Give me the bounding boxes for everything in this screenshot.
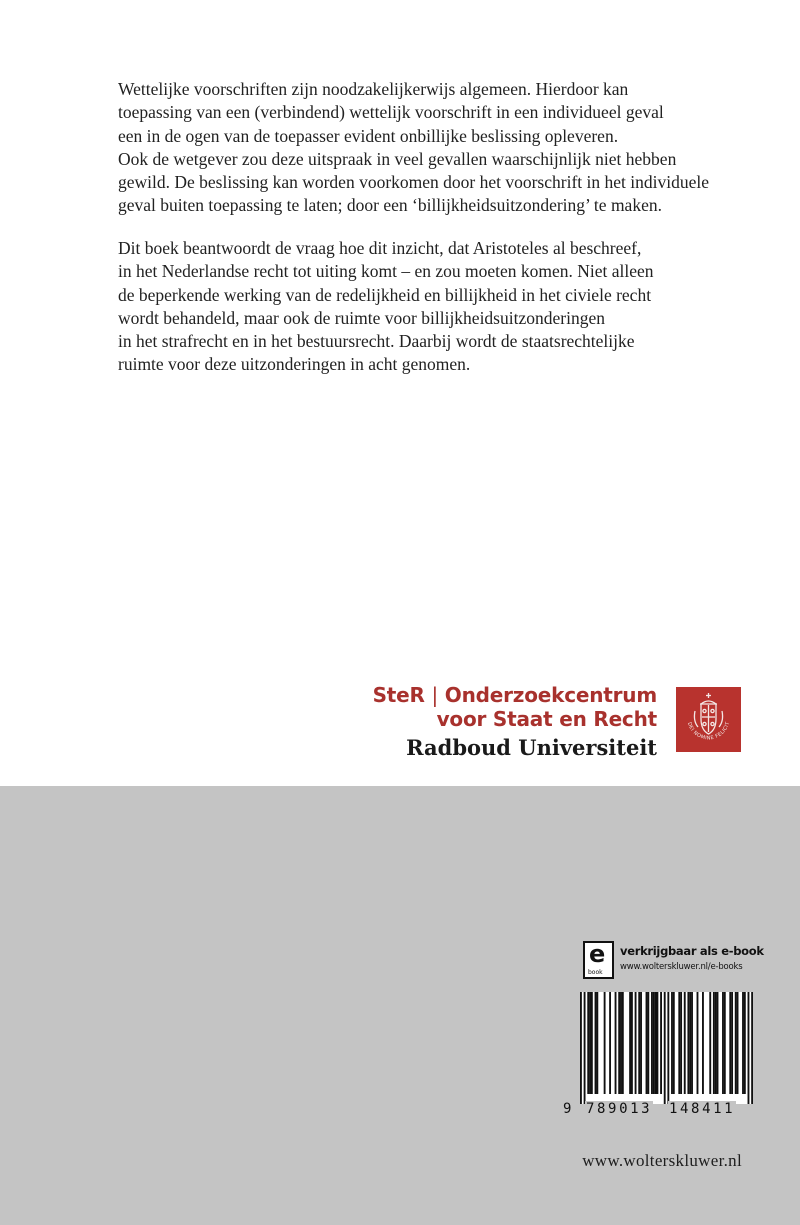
barcode-bar [629,992,631,1094]
barcode-bar [735,992,737,1094]
barcode-bar [684,992,686,1094]
barcode-bar [584,992,586,1104]
publisher-website: www.wolterskluwer.nl [582,1151,742,1170]
barcode-bar [631,992,633,1094]
blurb-line: gewild. De beslissing kan worden voorkomen door het voorschrift in het individuele [118,172,709,193]
barcode-bar [680,992,682,1094]
barcode-bar [609,992,611,1094]
ster-acronym: SteR [372,683,425,707]
blurb-line: in het strafrecht en in het bestuursrecht. Daarbij wordt de staatsrechtelijke [118,331,635,352]
barcode-bar [604,992,606,1094]
blurb-line: ruimte voor deze uitzonderingen in acht genomen. [118,354,471,375]
blurb-line: wordt behandeld, maar ook de ruimte voor billijkheidsuitzonderingen [118,307,605,328]
barcode-bar [656,992,658,1094]
barcode-bar [717,992,719,1094]
barcode-digits [563,1099,753,1119]
ebook-icon-letter: e [589,940,606,968]
barcode-bar [589,992,591,1094]
blurb-line: in het Nederlandse recht tot uiting komt – en zou moeten komen. Niet alleen [118,261,654,282]
barcode-bar [596,992,598,1094]
seal-motto: DEI NOMINE FELICIT [685,721,732,742]
barcode-bar [651,992,653,1094]
barcode-bar [689,992,691,1094]
ebook-notice [583,940,764,981]
ster-separator: | [431,683,439,707]
barcode-bar [664,992,666,1104]
barcode-bar [640,992,642,1094]
barcode-bar [615,992,617,1094]
barcode-bar [748,992,750,1104]
ster-line-2: voor Staat en Recht [436,707,657,731]
barcode-bar [729,992,731,1094]
barcode-bar [646,992,648,1094]
blurb-line: Wettelijke voorschriften zijn noodzakelijkerwijs algemeen. Hierdoor kan [118,79,629,99]
barcode-bar [751,992,753,1104]
barcode-bar [618,992,620,1094]
blurb-paragraph-1 [118,78,718,218]
barcode-bar [709,992,711,1094]
ebook-icon-word: book [588,969,603,976]
barcode-bar [671,992,673,1094]
barcode-bar [587,992,589,1094]
barcode-bar [660,992,662,1094]
isbn-barcode [563,992,753,1122]
barcode-first-digit: 9 [563,1101,572,1117]
barcode-bar [591,992,593,1094]
blurb-line: Dit boek beantwoordt de vraag hoe dit inzicht, dat Aristoteles al beschreef, [118,238,642,258]
barcode-bar [697,992,699,1094]
barcode-bar [638,992,640,1094]
barcode-bar [673,992,675,1094]
barcode-bar [744,992,746,1094]
radboud-seal-logo [676,687,741,752]
barcode-bar [713,992,715,1094]
barcode-bar [724,992,726,1094]
barcode-bar [687,992,689,1094]
seal-emblem-icon [676,687,741,752]
university-name: Radboud Universiteit [406,735,657,760]
blurb-line: de beperkende werking van de redelijkheid en billijkheid in het civiele recht [118,284,652,305]
ster-logo-text [373,683,657,761]
barcode-bar [722,992,724,1094]
blurb-line: geval buiten toepassing te laten; door een ‘billijkheidsuitzondering’ te maken. [118,195,662,216]
barcode-bar [691,992,693,1094]
barcode-bar [742,992,744,1094]
blurb-line: toepassing van een (verbindend) wettelijk voorschrift in een individueel geval [118,102,664,123]
barcode-left-group: 789013 [586,1101,653,1117]
ebook-url: www.wolterskluwer.nl/e-books [620,962,743,972]
ebook-icon [583,941,614,979]
barcode-bar [702,992,704,1094]
barcode-right-group: 148411 [669,1101,736,1117]
barcode-background [580,992,753,1104]
barcode-bar [595,992,597,1094]
barcode-bar [655,992,657,1094]
barcode-bar [667,992,669,1104]
barcode-bar [653,992,655,1094]
barcode-bar [715,992,717,1094]
ebook-title: verkrijgbaar als e-book [620,944,764,958]
ster-name: Onderzoekcentrum [444,683,657,707]
barcode-bar [622,992,624,1094]
barcode-bar [678,992,680,1094]
barcode-bar [635,992,637,1094]
blurb-paragraph-2 [118,237,718,377]
ster-line-1 [373,683,657,707]
barcode-bar [580,992,582,1104]
barcode-bar [731,992,733,1094]
barcode-bar [737,992,739,1094]
blurb-line: Ook de wetgever zou deze uitspraak in veel gevallen waarschijnlijk niet hebben [118,148,677,169]
barcode-bar [647,992,649,1094]
barcode-bars [580,992,753,1104]
barcode-bar [620,992,622,1094]
blurb-line: een in de ogen van de toepasser evident onbillijke beslissing opleveren. [118,125,619,146]
